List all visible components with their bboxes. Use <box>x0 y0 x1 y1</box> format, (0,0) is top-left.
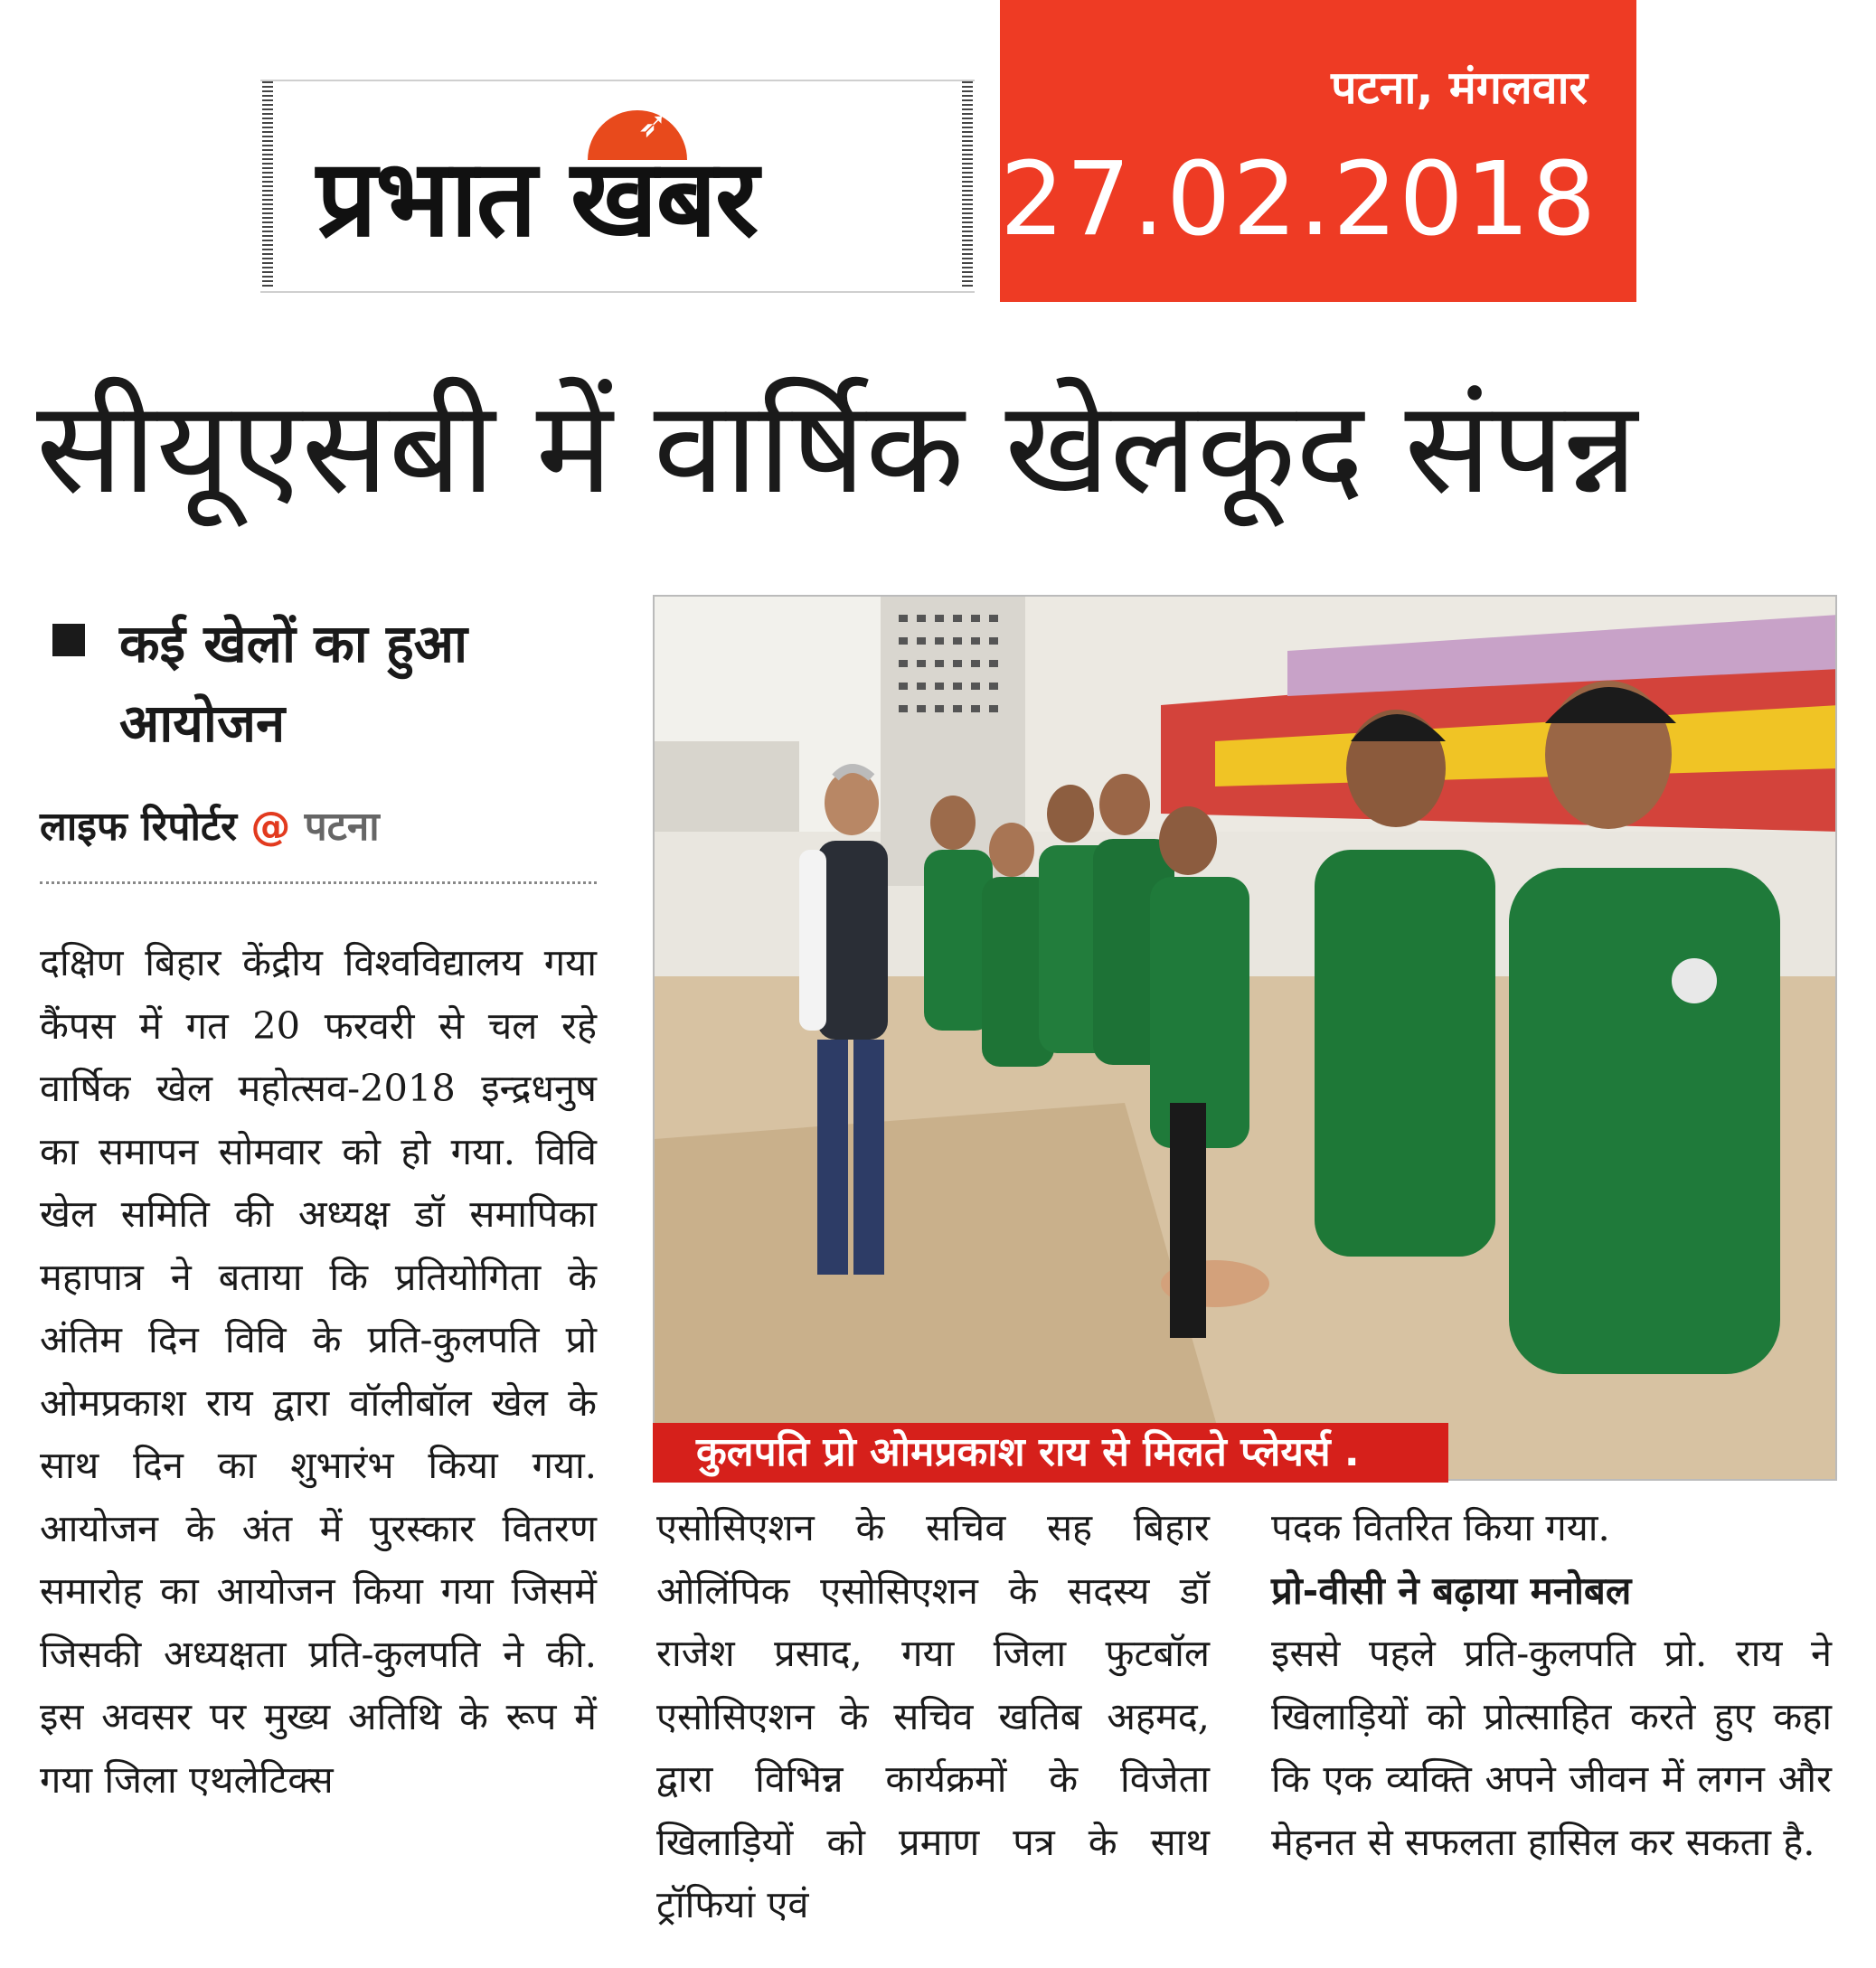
byline-divider <box>40 881 597 884</box>
article-subhead: कई खेलों का हुआ आयोजन <box>119 613 468 754</box>
players-meeting-photo <box>655 597 1837 1481</box>
photo-caption: कुलपति प्रो ओमप्रकाश राय से मिलते प्लेयर्स . <box>653 1423 1448 1483</box>
bird-logo-icon: ➶ <box>637 104 668 146</box>
column-3-subhead: प्रो-वीसी ने बढ़ाया मनोबल <box>1271 1568 1632 1613</box>
byline-reporter: लाइफ रिपोर्टर <box>40 804 238 850</box>
column-3-body: इससे पहले प्रति-कुलपति प्रो. राय ने खिलाड़ियों को प्रोत्साहित करते हुए कहा कि एक व्यक्ति अपने जीवन में लगन और मेहनत से सफलता हासिल कर सकता है. <box>1271 1631 1832 1864</box>
newspaper-logo: प्रभात खबर <box>316 136 758 260</box>
article-photo <box>653 595 1837 1481</box>
byline <box>40 804 380 850</box>
square-bullet-icon <box>52 624 85 656</box>
byline-city: पटना <box>304 804 380 850</box>
article-headline: सीयूएसबी में वार्षिक खेलकूद संपन्न <box>36 373 1638 523</box>
article-column-3 <box>1271 1496 1832 1873</box>
article-column-1: दक्षिण बिहार केंद्रीय विश्वविद्यालय गया कैंपस में गत 20 फरवरी से चल रहे वार्षिक खेल महोत्सव-2018 इन्द्रधनुष का समापन सोमवार को हो गया. विवि खेल समिति की अध्यक्ष डॉ समापिका महापात्र ने बताया कि प्रतियोगिता के अंतिम दिन विवि के प्रति-कुलपति प्रो ओमप्रकाश राय द्वारा वॉलीबॉल खेल के साथ दिन का शुभारंभ किया गया. आयोजन के अंत में पुरस्कार वितरण समारोह का आयोजन किया गया जिसमें जिसकी अध्यक्षता प्रति-कुलपति ने की. इस अवसर पर मुख्य अतिथि के रूप में गया जिला एथलेटिक्स <box>40 940 597 1802</box>
dateline-date: 27.02.2018 <box>1000 141 1598 259</box>
dateline-city-day: पटना, मंगलवार <box>1331 61 1588 114</box>
byline-at: @ <box>250 804 291 850</box>
column-3-intro: पदक वितरित किया गया. <box>1271 1505 1610 1549</box>
barcode-strip-right <box>962 81 973 287</box>
barcode-strip-left <box>262 81 273 287</box>
article-column-2: एसोसिएशन के सचिव सह बिहार ओलिंपिक एसोसिएशन के सदस्य डॉ राजेश प्रसाद, गया जिला फुटबॉल एसोसिएशन के सचिव खतिब अहमद, द्वारा विभिन्न कार्यक्रमों के विजेता खिलाड़ियों को प्रमाण पत्र के साथ ट्रॉफियां एवं <box>656 1505 1210 1926</box>
